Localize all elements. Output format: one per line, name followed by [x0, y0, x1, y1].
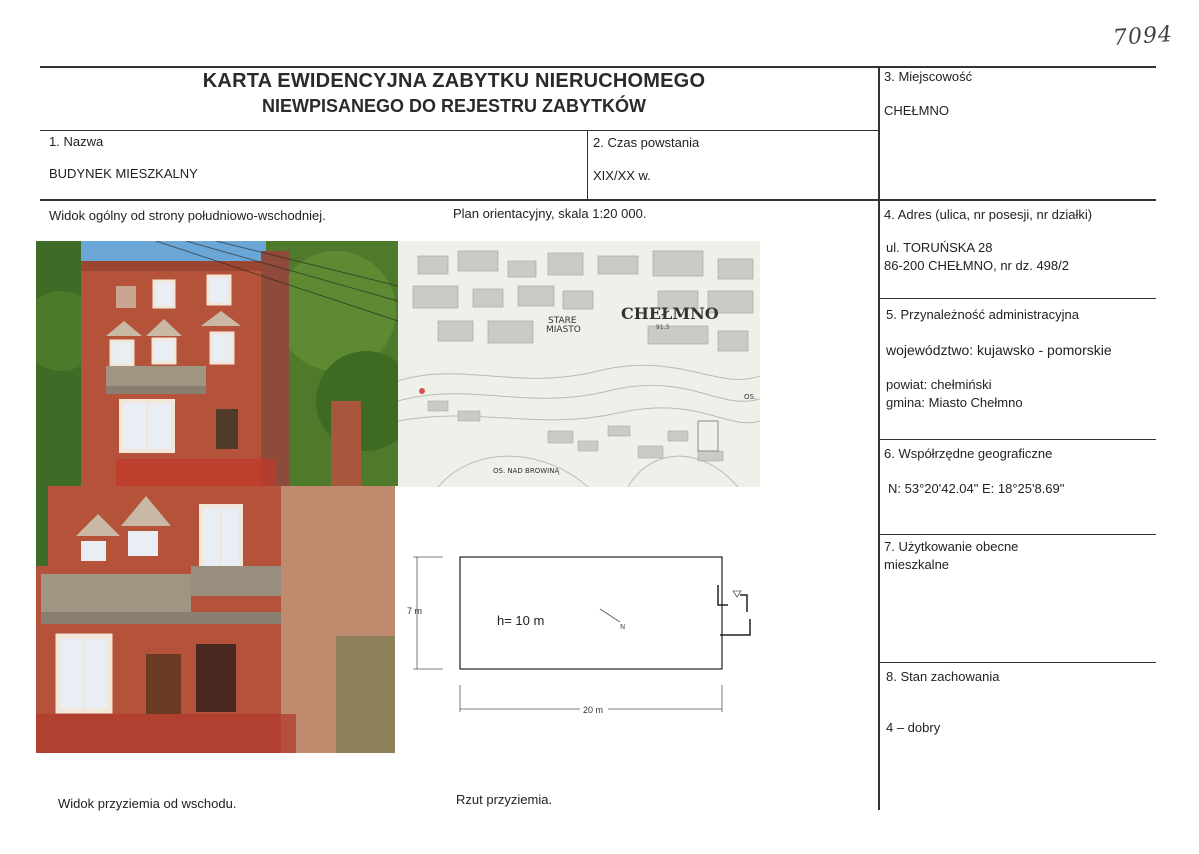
card-title-line1: KARTA EWIDENCYJNA ZABYTKU NIERUCHOMEGO [202, 70, 706, 92]
map-edge-label: OS. [744, 393, 757, 401]
name-label: 1. Nazwa [49, 134, 104, 149]
top-border [40, 66, 1156, 68]
inventory-number: 7094 [1112, 21, 1174, 52]
right-column-divider [878, 66, 880, 810]
orientation-map [398, 241, 760, 487]
address-line1: ul. TORUŃSKA 28 [886, 240, 993, 255]
caption-plan: Plan orientacyjny, skala 1:20 000. [453, 206, 647, 221]
locality-label: 3. Miejscowość [884, 69, 973, 84]
map-city-label: CHEŁMNO [621, 304, 719, 323]
caption-general-view: Widok ogólny od strony południowo-wschodniej. [49, 208, 326, 223]
name-value: BUDYNEK MIESZKALNY [49, 166, 198, 181]
coords-label: 6. Współrzędne geograficzne [884, 446, 1053, 461]
coords-value: N: 53°20'42.04" E: 18°25'8.69" [888, 481, 1065, 496]
admin-county: powiat: chełmiński [886, 377, 992, 392]
floor-plan-height: h= 10 m [497, 613, 545, 628]
map-elevation: 91.3 [656, 324, 670, 331]
floor-plan-depth: 7 m [407, 606, 423, 616]
admin-voivodeship: województwo: kujawsko - pomorskie [886, 342, 1112, 358]
svg-text:N: N [620, 623, 626, 631]
condition-value: 4 – dobry [886, 720, 941, 735]
title-bottom-line [40, 130, 879, 131]
floor-plan-drawing [395, 487, 760, 753]
admin-label: 5. Przynależność administracyjna [886, 307, 1079, 322]
map-district: OS. NAD BROWINĄ [493, 467, 560, 475]
photo-general-view [36, 241, 398, 486]
usage-value: mieszkalne [884, 557, 950, 572]
usage-label: 7. Użytkowanie obecne [884, 539, 1019, 554]
floor-plan-width: 20 m [583, 705, 604, 715]
card-title-line2: NIEWPISANEGO DO REJESTRU ZABYTKÓW [261, 96, 647, 116]
sep-5 [879, 298, 1156, 299]
address-line2: 86-200 CHEŁMNO, nr dz. 498/2 [884, 258, 1069, 273]
name-time-divider [587, 130, 588, 200]
sep-7 [879, 534, 1156, 535]
locality-value: CHEŁMNO [884, 103, 950, 118]
caption-ground-view: Widok przyziemia od wschodu. [58, 796, 237, 811]
map-old-town-line1: STARE [548, 316, 577, 326]
admin-commune: gmina: Miasto Chełmno [886, 395, 1023, 410]
map-old-town-line2: MIASTO [546, 325, 581, 335]
sep-6 [879, 439, 1156, 440]
name-row-bottom-line [40, 199, 1156, 201]
time-label: 2. Czas powstania [593, 135, 700, 150]
sep-8 [879, 662, 1156, 663]
caption-floor-plan: Rzut przyziemia. [456, 792, 553, 807]
photo-ground-view [36, 486, 395, 753]
time-value: XIX/XX w. [593, 168, 651, 183]
condition-label: 8. Stan zachowania [886, 669, 1000, 684]
address-label: 4. Adres (ulica, nr posesji, nr działki) [884, 207, 1093, 222]
